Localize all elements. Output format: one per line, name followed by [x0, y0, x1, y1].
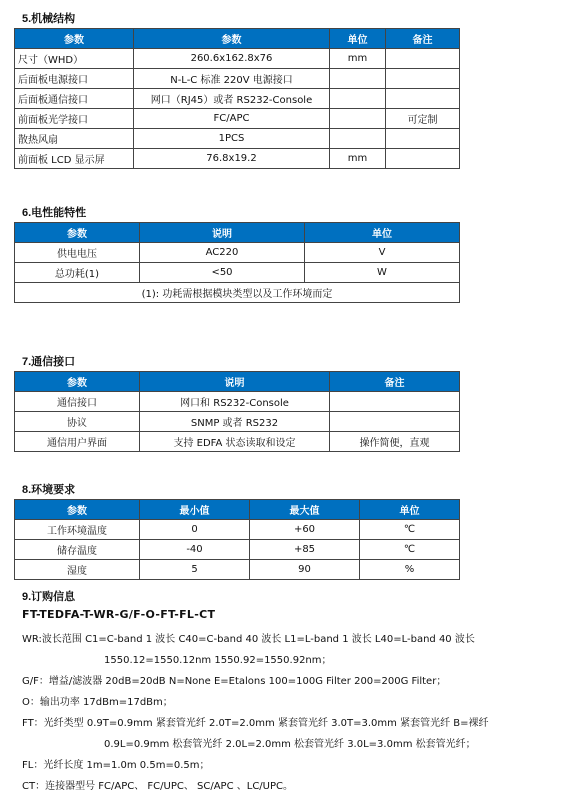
table-cell: mm	[330, 49, 386, 69]
table-row	[15, 149, 460, 169]
table-cell	[386, 89, 460, 109]
table-row	[15, 69, 460, 89]
table-header-row	[15, 500, 460, 520]
column-header: 参数	[134, 29, 330, 49]
table-cell: +60	[250, 520, 360, 540]
table-row	[15, 129, 460, 149]
order-line-fiber-length: FL：光纤长度 1m=1.0m 0.5m=0.5m；	[22, 760, 210, 771]
table-cell: 协议	[15, 412, 140, 432]
table-cell: 网口和 RS232-Console	[140, 392, 330, 412]
table-cell: FC/APC	[134, 109, 330, 129]
table-row	[15, 520, 460, 540]
table-row	[15, 432, 460, 452]
table-row	[15, 392, 460, 412]
table-cell	[386, 149, 460, 169]
table-cell: V	[305, 243, 460, 263]
table-header-row	[15, 223, 460, 243]
table-cell: 1PCS	[134, 129, 330, 149]
table-cell	[330, 109, 386, 129]
table-cell: 前面板 LCD 显示屏	[15, 149, 134, 169]
table-cell	[386, 69, 460, 89]
table-cell: 操作简便，直观	[330, 432, 460, 452]
column-header: 单位	[330, 29, 386, 49]
environment-table	[14, 499, 460, 580]
table-header-row	[15, 372, 460, 392]
table-cell: 散热风扇	[15, 129, 134, 149]
electrical-table	[14, 222, 460, 303]
table-cell: +85	[250, 540, 360, 560]
order-line-connector: CT：连接器型号 FC/APC、 FC/UPC、 SC/APC 、LC/UPC。	[22, 781, 294, 792]
section-title-communication: 7.通信接口	[22, 356, 76, 368]
table-cell: mm	[330, 149, 386, 169]
table-cell	[330, 69, 386, 89]
table-cell: 网口（RJ45）或者 RS232-Console	[134, 89, 330, 109]
column-header: 参数	[15, 29, 134, 49]
table-cell: 260.6x162.8x76	[134, 49, 330, 69]
column-header: 最小值	[140, 500, 250, 520]
table-cell: 90	[250, 560, 360, 580]
table-row	[15, 49, 460, 69]
table-row	[15, 243, 460, 263]
table-cell: 通信用户界面	[15, 432, 140, 452]
table-cell: ℃	[360, 540, 460, 560]
order-line-gain-filter: G/F：增益/滤波器 20dB=20dB N=None E=Etalons 100=100G Filter 200=200G Filter；	[22, 676, 447, 687]
order-line-wavelength-cont: 1550.12=1550.12nm 1550.92=1550.92nm；	[104, 655, 332, 666]
column-header: 参数	[15, 372, 140, 392]
column-header: 单位	[360, 500, 460, 520]
table-cell: 支持 EDFA 状态读取和设定	[140, 432, 330, 452]
column-header: 备注	[330, 372, 460, 392]
table-row	[15, 109, 460, 129]
section-title-electrical: 6.电性能特性	[22, 207, 87, 219]
table-cell	[330, 412, 460, 432]
table-row	[15, 89, 460, 109]
order-line-fiber-type-cont: 0.9L=0.9mm 松套管光纤 2.0L=2.0mm 松套管光纤 3.0L=3.0mm 松套管光纤；	[104, 739, 476, 750]
column-header: 最大值	[250, 500, 360, 520]
table-cell: 后面板通信接口	[15, 89, 134, 109]
column-header: 参数	[15, 500, 140, 520]
column-header: 说明	[140, 372, 330, 392]
column-header: 说明	[140, 223, 305, 243]
table-cell: 总功耗(1)	[15, 263, 140, 283]
table-cell: SNMP 或者 RS232	[140, 412, 330, 432]
section-title-environment: 8.环境要求	[22, 484, 76, 496]
table-cell: 5	[140, 560, 250, 580]
table-cell	[330, 129, 386, 149]
table-cell	[386, 129, 460, 149]
table-cell: 可定制	[386, 109, 460, 129]
table-note: (1): 功耗需根据模块类型以及工作环境而定	[15, 283, 460, 303]
table-cell: 储存温度	[15, 540, 140, 560]
table-cell: ℃	[360, 520, 460, 540]
order-line-output-power: O：输出功率 17dBm=17dBm；	[22, 697, 173, 708]
order-line-wavelength: WR:波长范围 C1=C-band 1 波长 C40=C-band 40 波长 L1=L-band 1 波长 L40=L-band 40 波长	[22, 634, 475, 645]
table-cell: 湿度	[15, 560, 140, 580]
table-cell: 76.8x19.2	[134, 149, 330, 169]
table-cell: %	[360, 560, 460, 580]
table-cell: 工作环境温度	[15, 520, 140, 540]
table-row	[15, 540, 460, 560]
section-title-ordering: 9.订购信息	[22, 591, 76, 603]
column-header: 单位	[305, 223, 460, 243]
table-row	[15, 560, 460, 580]
table-row	[15, 412, 460, 432]
table-cell: 尺寸（WHD）	[15, 49, 134, 69]
order-code: FT-TEDFA-T-WR-G/F-O-FT-FL-CT	[22, 608, 216, 621]
table-row	[15, 283, 460, 303]
column-header: 参数	[15, 223, 140, 243]
table-cell: <50	[140, 263, 305, 283]
column-header: 备注	[386, 29, 460, 49]
table-cell: AC220	[140, 243, 305, 263]
table-cell	[330, 392, 460, 412]
section-title-mechanical: 5.机械结构	[22, 13, 76, 25]
table-row	[15, 263, 460, 283]
table-cell: -40	[140, 540, 250, 560]
table-cell: 后面板电源接口	[15, 69, 134, 89]
table-cell: N-L-C 标准 220V 电源接口	[134, 69, 330, 89]
table-cell	[386, 49, 460, 69]
table-cell: 通信接口	[15, 392, 140, 412]
table-cell: 前面板光学接口	[15, 109, 134, 129]
order-line-fiber-type: FT：光纤类型 0.9T=0.9mm 紧套管光纤 2.0T=2.0mm 紧套管光纤 3.0T=3.0mm 紧套管光纤 B=裸纤	[22, 718, 489, 729]
table-cell	[330, 89, 386, 109]
table-cell: 0	[140, 520, 250, 540]
mechanical-table	[14, 28, 460, 169]
communication-table	[14, 371, 460, 452]
table-cell: W	[305, 263, 460, 283]
table-cell: 供电电压	[15, 243, 140, 263]
table-header-row	[15, 29, 460, 49]
